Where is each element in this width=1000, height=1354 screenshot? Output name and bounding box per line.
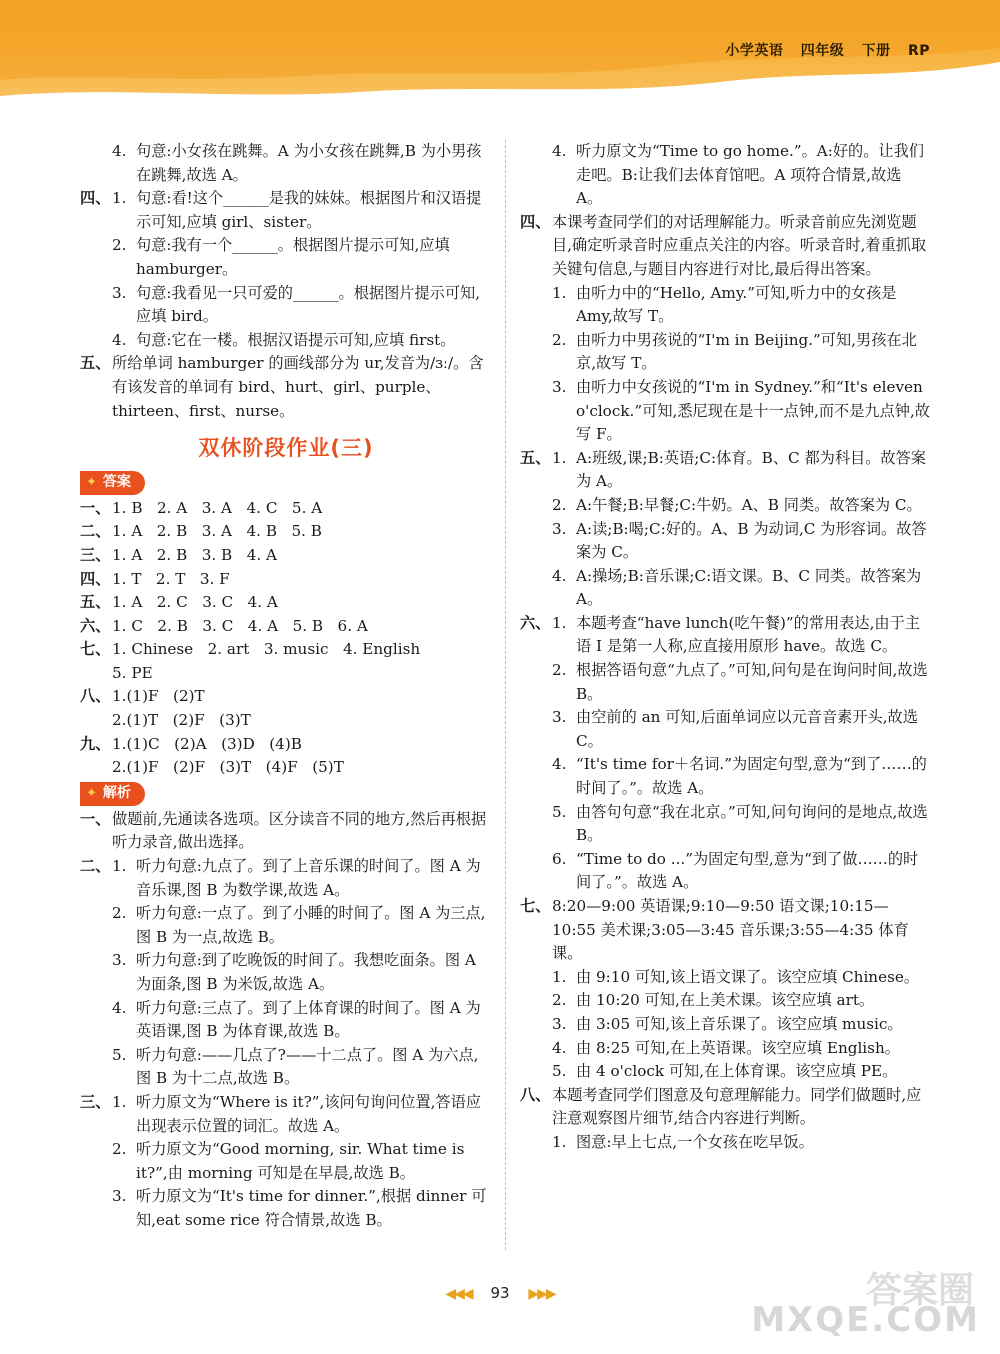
item-body xyxy=(552,376,930,447)
analysis-list xyxy=(80,808,492,1233)
item-number: 1. xyxy=(112,1092,127,1111)
list-item xyxy=(80,1091,492,1138)
answer-text: 1. B 2. A 3. A 4. C 5. A xyxy=(112,498,323,517)
item-body xyxy=(552,966,930,990)
answer-row xyxy=(80,709,492,733)
answer-text: 5. PE xyxy=(112,663,153,682)
item-body xyxy=(112,187,492,234)
item-text: A:午餐;B:早餐;C:牛奶。A、B 同类。故答案为 C。 xyxy=(576,495,922,514)
item-text: 由听力中男孩说的“I'm in Beijing.”可知,男孩在北京,故写 T。 xyxy=(576,330,917,373)
item-text: 听力句意:一点了。到了小睡的时间了。图 A 为三点,图 B 为一点,故选 B。 xyxy=(136,904,486,946)
item-text: 听力原文为“Where is it?”,该问句询问位置,答语应出现表示位置的词汇。故选 A。 xyxy=(136,1092,482,1135)
item-body xyxy=(552,211,930,282)
item-number: 2. xyxy=(552,661,567,680)
item-text: 听力句意:九点了。到了上音乐课的时间了。图 A 为音乐课,图 B 为数学课,故选 A。 xyxy=(136,857,481,899)
list-item xyxy=(80,187,492,234)
item-body xyxy=(552,494,930,518)
item-text: 听力句意:到了吃晚饭的时间了。我想吃面条。图 A 为面条,图 B 为米饭,故选 A。 xyxy=(136,951,476,993)
answer-section-label: 七、 xyxy=(80,640,111,659)
list-item xyxy=(520,1084,930,1131)
list-item xyxy=(80,1044,492,1091)
answer-section-label: 六、 xyxy=(80,616,111,635)
item-text: 本题考查“have lunch(吃午餐)”的常用表达,由于主语 I 是第一人称,应直接用原形 have。故选 C。 xyxy=(576,613,920,656)
item-body xyxy=(552,447,930,494)
item-number: 2. xyxy=(552,991,567,1010)
item-text: 由听力中的“Hello, Amy.”可知,听力中的女孩是 Amy,故写 T。 xyxy=(576,283,897,326)
item-text: 听力句意:三点了。到了上体育课的时间了。图 A 为英语课,图 B 为体育课,故选 B。 xyxy=(136,998,481,1041)
item-number: 1. xyxy=(552,967,567,986)
item-number: 4. xyxy=(552,142,567,160)
item-body xyxy=(552,989,930,1013)
item-text: 根据答语句意“九点了。”可知,问句是在询问时间,故选 B。 xyxy=(576,661,928,703)
answer-text: 1.(1)F (2)T xyxy=(112,687,205,706)
item-section-label: 六、 xyxy=(520,613,551,632)
item-body xyxy=(552,801,930,848)
item-number: 4. xyxy=(112,330,127,349)
item-section-label: 三、 xyxy=(80,1092,111,1111)
subject-label: 小学英语 xyxy=(725,43,784,59)
item-number: 2. xyxy=(552,495,567,514)
list-item xyxy=(520,376,930,447)
list-item xyxy=(520,801,930,848)
list-item xyxy=(80,808,492,855)
item-number: 3. xyxy=(552,1014,567,1033)
item-section-label: 二、 xyxy=(80,857,111,876)
item-body xyxy=(112,808,492,855)
item-body xyxy=(552,565,930,612)
item-body xyxy=(552,659,930,706)
item-number: 1. xyxy=(112,857,127,876)
list-item xyxy=(520,1131,930,1155)
item-text: 由 9:10 可知,该上语文课了。该空应填 Chinese。 xyxy=(576,967,920,986)
analysis-tag-label: 解析 xyxy=(102,785,131,802)
answer-section-label: 八、 xyxy=(80,687,111,706)
list-item xyxy=(80,282,492,329)
answer-text: 1. C 2. B 3. C 4. A 5. B 6. A xyxy=(112,616,368,635)
item-body xyxy=(552,1037,930,1061)
item-text: 由 3:05 可知,该上音乐课了。该空应填 music。 xyxy=(576,1014,903,1033)
answer-row xyxy=(80,685,492,709)
item-text: 句意:小女孩在跳舞。A 为小女孩在跳舞,B 为小男孩在跳舞,故选 A。 xyxy=(136,142,482,184)
item-text: 由听力中女孩说的“I'm in Sydney.”和“It's eleven o'clock.”可知,悉尼现在是十一点钟,而不是九点钟,故写 F。 xyxy=(576,377,930,444)
list-item xyxy=(520,565,930,612)
item-text: 由 10:20 可知,在上美术课。该空应填 art。 xyxy=(576,991,875,1010)
list-item xyxy=(520,706,930,753)
item-number: 3. xyxy=(112,1187,127,1206)
item-text: 由 4 o'clock 可知,在上体育课。该空应填 PE。 xyxy=(576,1062,898,1081)
item-text: 句意:我有一个______。根据图片提示可知,应填 hamburger。 xyxy=(136,236,450,278)
item-number: 3. xyxy=(552,377,567,396)
answer-section-label: 四、 xyxy=(80,569,111,588)
item-body xyxy=(552,848,930,895)
list-item xyxy=(520,1060,930,1084)
item-body xyxy=(112,1044,492,1091)
next-arrows-icon: ▶▶▶ xyxy=(528,1286,555,1302)
item-body xyxy=(552,1131,930,1155)
item-text: 所给单词 hamburger 的画线部分为 ur,发音为/ɜː/。含有该发音的单词有 bird、hurt、girl、purple、thirteen、first、nurse。 xyxy=(112,354,484,420)
item-text: 本课考查同学们的对话理解能力。听录音前应先浏览题目,确定听录音时应重点关注的内容。听录音时,着重抓取关键句信息,与题目内容进行对比,最后得出答案。 xyxy=(552,212,927,278)
item-section-label: 五、 xyxy=(520,448,551,467)
edition-label: RP xyxy=(907,43,930,59)
item-body xyxy=(552,518,930,565)
item-section-label: 四、 xyxy=(520,212,551,231)
item-body xyxy=(112,1185,492,1232)
item-number: 1. xyxy=(552,1132,567,1151)
item-number: 3. xyxy=(112,283,127,302)
item-body xyxy=(552,895,930,966)
answer-row xyxy=(80,520,492,544)
item-number: 2. xyxy=(552,330,567,349)
list-item xyxy=(520,1013,930,1037)
item-number: 1. xyxy=(112,189,127,208)
item-text: A:班级,课;B:英语;C:体育。B、C 都为科目。故答案为 A。 xyxy=(576,448,926,491)
list-item xyxy=(520,966,930,990)
answer-section-label: 二、 xyxy=(80,522,111,541)
star-icon: ✦ xyxy=(86,474,97,490)
star-icon: ✦ xyxy=(86,786,97,802)
item-body xyxy=(112,234,492,281)
answer-text: 1.(1)C (2)A (3)D (4)B xyxy=(112,734,302,753)
item-number: 3. xyxy=(552,708,567,727)
item-number: 2. xyxy=(112,904,127,923)
item-number: 3. xyxy=(112,951,127,970)
item-text: 句意:我看见一只可爱的______。根据图片提示可知,应填 bird。 xyxy=(136,283,481,326)
item-number: 2. xyxy=(112,1140,127,1159)
list-item xyxy=(80,140,492,187)
item-body xyxy=(552,612,930,659)
answer-text: 1. T 2. T 3. F xyxy=(112,569,230,588)
item-body xyxy=(112,902,492,949)
answer-row xyxy=(80,544,492,568)
watermark-text: MXQE.COM xyxy=(751,1300,980,1340)
list-item xyxy=(520,211,930,282)
item-text: 听力句意:——几点了?——十二点了。图 A 为六点,图 B 为十二点,故选 B。 xyxy=(136,1045,479,1088)
item-text: 由答句句意“我在北京。”可知,问句询问的是地点,故选 B。 xyxy=(576,802,928,845)
item-number: 5. xyxy=(552,802,567,821)
volume-label: 下册 xyxy=(861,43,891,59)
list-item xyxy=(520,659,930,706)
item-text: 图意:早上七点,一个女孩在吃早饭。 xyxy=(576,1132,814,1151)
answer-row xyxy=(80,591,492,615)
item-text: 句意:看!这个______是我的妹妹。根据图片和汉语提示可知,应填 girl、sister。 xyxy=(136,189,482,231)
item-text: “Time to do ...”为固定句型,意为“到了做……的时间了。”。故选 A。 xyxy=(576,849,919,892)
item-body xyxy=(552,329,930,376)
book-series-label xyxy=(713,40,930,60)
item-section-label: 七、 xyxy=(520,897,551,915)
item-number: 4. xyxy=(552,755,567,774)
list-item xyxy=(520,612,930,659)
item-body xyxy=(112,282,492,329)
item-body xyxy=(552,140,930,211)
list-item xyxy=(80,997,492,1044)
column-divider xyxy=(505,140,506,1250)
item-body xyxy=(112,140,492,187)
item-body xyxy=(112,949,492,996)
item-section-label: 一、 xyxy=(80,809,111,828)
item-text: 听力原文为“Time to go home.”。A:好的。让我们走吧。B:让我们去体育馆吧。A 项符合情景,故选 A。 xyxy=(576,142,924,208)
answer-row xyxy=(80,733,492,757)
item-body xyxy=(552,706,930,753)
item-body xyxy=(552,282,930,329)
list-item xyxy=(520,753,930,800)
list-item xyxy=(80,234,492,281)
answer-row xyxy=(80,756,492,780)
item-number: 4. xyxy=(112,998,127,1017)
analysis-tag xyxy=(80,782,145,806)
list-item xyxy=(520,447,930,494)
left-top-items xyxy=(80,140,492,423)
list-item xyxy=(520,1037,930,1061)
list-item xyxy=(80,329,492,353)
item-text: A:读;B:喝;C:好的。A、B 为动词,C 为形容词。故答案为 C。 xyxy=(576,519,927,562)
item-section-label: 四、 xyxy=(80,189,111,208)
item-number: 5. xyxy=(112,1045,127,1064)
item-body xyxy=(552,1084,930,1131)
item-text: 8:20—9:00 英语课;9:10—9:50 语文课;10:15—10:55 美术课;3:05—3:45 音乐课;3:55—4:35 体育课。 xyxy=(552,897,909,963)
item-number: 4. xyxy=(552,1038,567,1057)
item-number: 3. xyxy=(552,519,567,538)
item-text: 由空前的 an 可知,后面单词应以元音音素开头,故选 C。 xyxy=(576,708,918,750)
answer-text: 2.(1)F (2)F (3)T (4)F (5)T xyxy=(112,758,344,777)
answers-tag xyxy=(80,471,145,495)
list-item xyxy=(80,1185,492,1232)
item-body xyxy=(112,855,492,902)
item-body xyxy=(112,1091,492,1138)
list-item xyxy=(520,895,930,966)
answer-row xyxy=(80,638,492,662)
item-section-label: 五、 xyxy=(80,354,111,373)
list-item xyxy=(520,494,930,518)
item-number: 5. xyxy=(552,1062,567,1081)
list-item xyxy=(80,352,492,423)
list-item xyxy=(520,282,930,329)
right-items xyxy=(520,140,930,1155)
answer-list xyxy=(80,497,492,780)
item-text: 做题前,先通读各选项。区分读音不同的地方,然后再根据听力录音,做出选择。 xyxy=(112,809,487,852)
item-body xyxy=(112,352,492,423)
item-number: 4. xyxy=(552,566,567,585)
answer-row xyxy=(80,497,492,521)
item-text: 由 8:25 可知,在上英语课。该空应填 English。 xyxy=(576,1038,900,1057)
header-banner xyxy=(0,0,1000,96)
item-number: 1. xyxy=(552,613,567,632)
list-item xyxy=(520,329,930,376)
answer-row xyxy=(80,615,492,639)
list-item xyxy=(520,518,930,565)
section-title: 双休阶段作业(三) xyxy=(198,436,374,461)
item-body xyxy=(552,753,930,800)
answer-section-label: 五、 xyxy=(80,593,111,612)
left-column xyxy=(80,140,492,1233)
list-item xyxy=(80,949,492,996)
item-number: 6. xyxy=(552,849,567,868)
answer-section-label: 一、 xyxy=(80,498,111,517)
item-body xyxy=(112,329,492,353)
watermark-logo: 答案圈 xyxy=(865,1270,974,1311)
list-item xyxy=(520,848,930,895)
answer-text: 1. A 2. B 3. B 4. A xyxy=(112,545,277,564)
item-number: 4. xyxy=(112,142,127,160)
item-number: 2. xyxy=(112,236,127,255)
item-text: 本题考查同学们图意及句意理解能力。同学们做题时,应注意观察图片细节,结合内容进行判断。 xyxy=(552,1085,922,1128)
list-item xyxy=(520,140,930,211)
page-number: 93 xyxy=(490,1284,510,1302)
answer-text: 1. A 2. C 3. C 4. A xyxy=(112,593,278,612)
answer-row xyxy=(80,568,492,592)
item-body xyxy=(552,1060,930,1084)
list-item xyxy=(80,902,492,949)
item-text: 句意:它在一楼。根据汉语提示可知,应填 first。 xyxy=(136,330,456,349)
list-item xyxy=(80,855,492,902)
item-text: A:操场;B:音乐课;C:语文课。B、C 同类。故答案为 A。 xyxy=(576,566,922,609)
answer-text: 1. Chinese 2. art 3. music 4. English xyxy=(112,640,421,659)
answer-text: 2.(1)T (2)F (3)T xyxy=(112,711,251,730)
item-text: “It's time for＋名词.”为固定句型,意为“到了……的时间了。”。故选 A。 xyxy=(576,755,927,798)
answers-tag-label: 答案 xyxy=(102,473,131,490)
item-section-label: 八、 xyxy=(520,1085,551,1104)
answer-section-label: 三、 xyxy=(80,545,111,564)
prev-arrows-icon: ◀◀◀ xyxy=(445,1286,472,1302)
answer-row xyxy=(80,662,492,686)
item-body xyxy=(552,1013,930,1037)
grade-label: 四年级 xyxy=(800,43,845,59)
item-text: 听力原文为“It's time for dinner.”,根据 dinner 可知,eat some rice 符合情景,故选 B。 xyxy=(136,1187,487,1229)
answer-text: 1. A 2. B 3. A 4. B 5. B xyxy=(112,522,322,541)
list-item xyxy=(80,1138,492,1185)
item-number: 1. xyxy=(552,283,567,302)
item-number: 1. xyxy=(552,448,567,467)
item-body xyxy=(112,997,492,1044)
item-text: 听力原文为“Good morning, sir. What time is it?”,由 morning 可知是在早晨,故选 B。 xyxy=(136,1140,465,1182)
item-body xyxy=(112,1138,492,1185)
right-column xyxy=(520,140,930,1155)
list-item xyxy=(520,989,930,1013)
answer-section-label: 九、 xyxy=(80,734,111,753)
